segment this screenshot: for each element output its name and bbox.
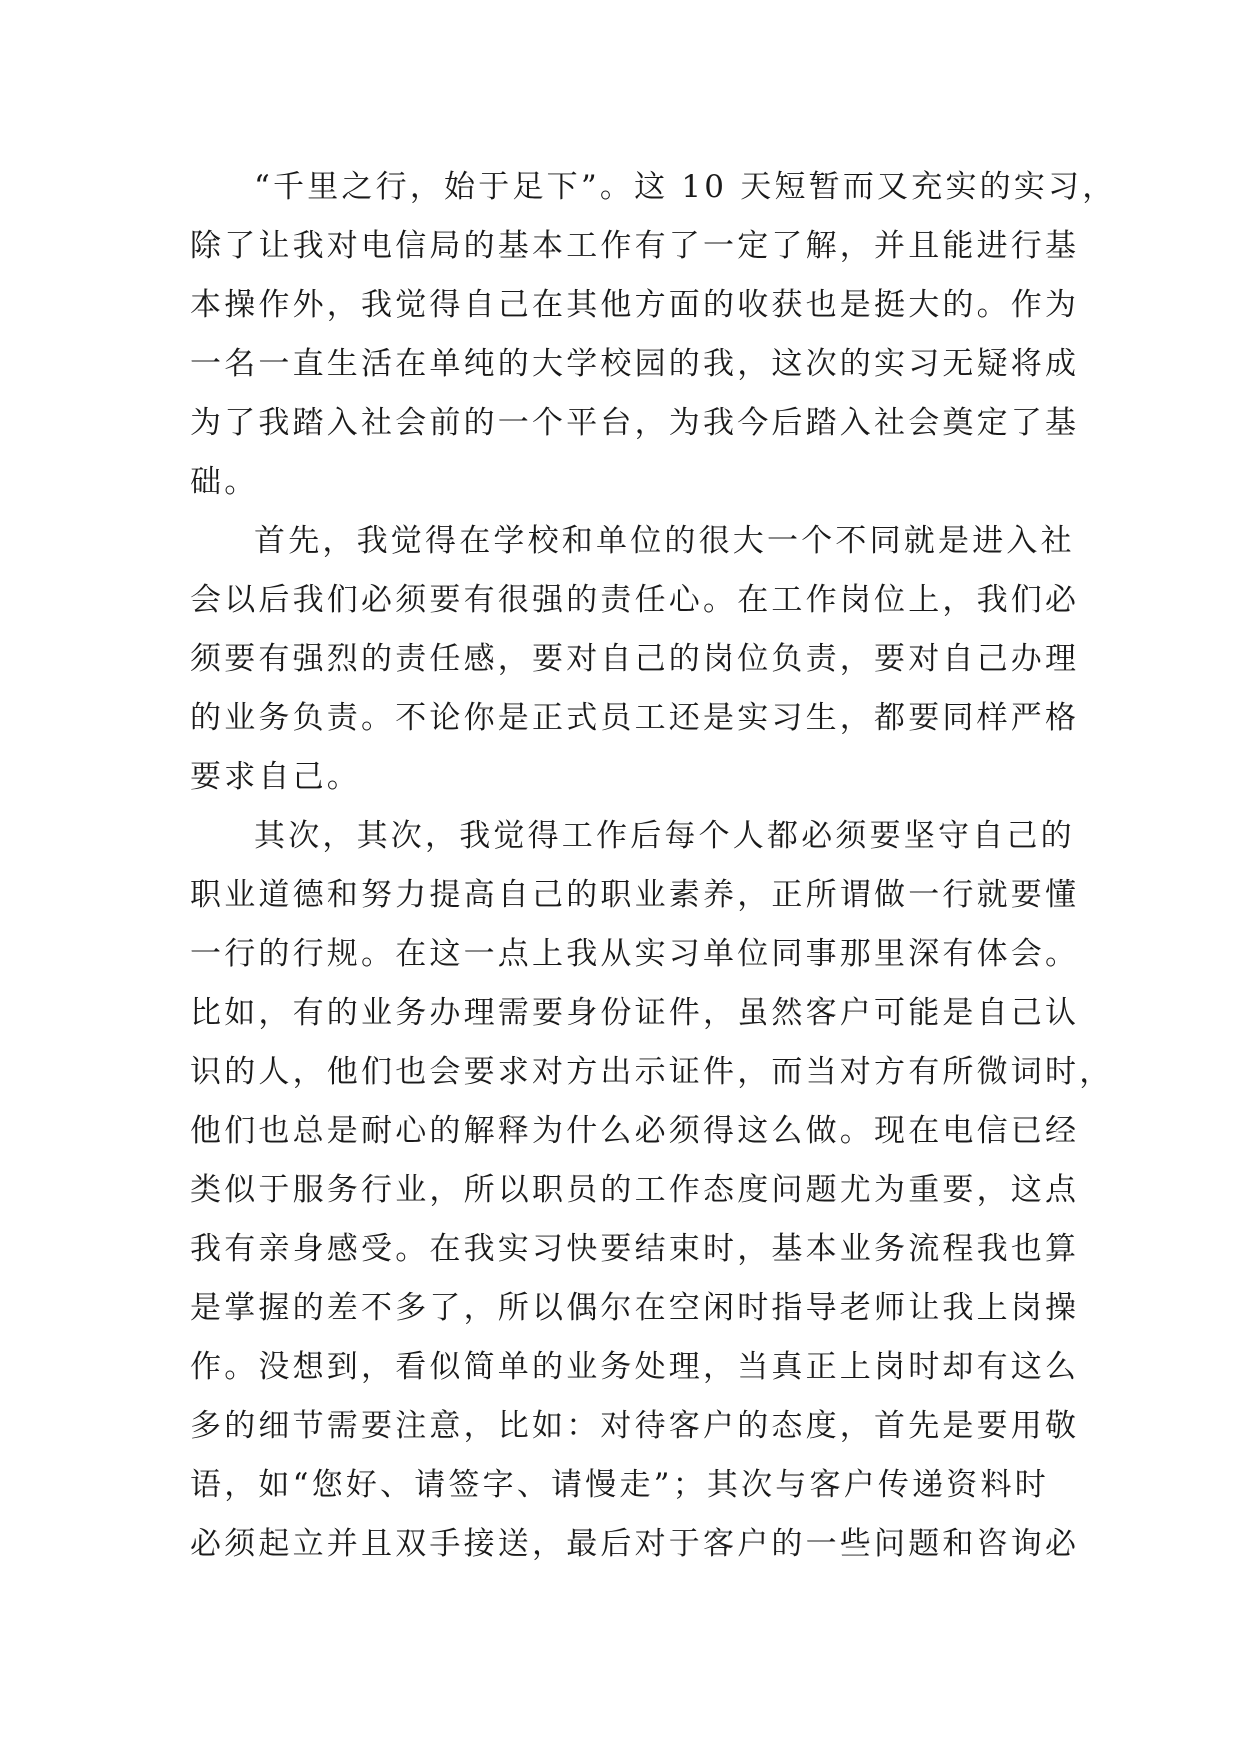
paragraph-1: [190, 158, 1117, 512]
text-line: 识的人，他们也会要求对方出示证件，而当对方有所微词时，: [190, 1054, 1114, 1090]
text-line: 我有亲身感受。在我实习快要结束时，基本业务流程我也算: [190, 1231, 1080, 1267]
text-line: 类似于服务行业，所以职员的工作态度问题尤为重要，这点: [190, 1172, 1080, 1208]
text-line: 职业道德和努力提高自己的职业素养，正所谓做一行就要懂: [190, 877, 1080, 913]
text-line: 语，如“您好、请签字、请慢走”；其次与客户传递资料时: [190, 1467, 1049, 1503]
paragraph-3: [190, 807, 1114, 1574]
text-line: 作。没想到，看似简单的业务处理，当真正上岗时却有这么: [190, 1349, 1080, 1385]
text-line: 为了我踏入社会前的一个平台，为我今后踏入社会奠定了基: [190, 405, 1080, 441]
text-line: 础。: [190, 464, 259, 500]
text-line: 他们也总是耐心的解释为什么必须得这么做。现在电信已经: [190, 1113, 1080, 1149]
text-line: 其次，其次，我觉得工作后每个人都必须要坚守自己的: [254, 818, 1075, 854]
text-line: 的业务负责。不论你是正式员工还是实习生，都要同样严格: [190, 700, 1080, 736]
text-line: 是掌握的差不多了，所以偶尔在空闲时指导老师让我上岗操: [190, 1290, 1080, 1326]
text-line: 会以后我们必须要有很强的责任心。在工作岗位上，我们必: [190, 582, 1080, 618]
text-line: 首先，我觉得在学校和单位的很大一个不同就是进入社: [254, 523, 1075, 559]
body-text: [190, 158, 1117, 1574]
text-line: 本操作外，我觉得自己在其他方面的收获也是挺大的。作为: [190, 287, 1080, 323]
text-line: “千里之行，始于足下”。这 10 天短暂而又充实的实习，: [254, 169, 1117, 205]
text-line: 须要有强烈的责任感，要对自己的岗位负责，要对自己办理: [190, 641, 1080, 677]
text-line: 必须起立并且双手接送，最后对于客户的一些问题和咨询必: [190, 1526, 1080, 1562]
text-line: 比如，有的业务办理需要身份证件，虽然客户可能是自己认: [190, 995, 1080, 1031]
text-line: 多的细节需要注意，比如：对待客户的态度，首先是要用敬: [190, 1408, 1080, 1444]
paragraph-2: [190, 512, 1080, 807]
text-line: 一行的行规。在这一点上我从实习单位同事那里深有体会。: [190, 936, 1080, 972]
text-line: 一名一直生活在单纯的大学校园的我，这次的实习无疑将成: [190, 346, 1080, 382]
text-line: 除了让我对电信局的基本工作有了一定了解，并且能进行基: [190, 228, 1080, 264]
text-line: 要求自己。: [190, 759, 361, 795]
